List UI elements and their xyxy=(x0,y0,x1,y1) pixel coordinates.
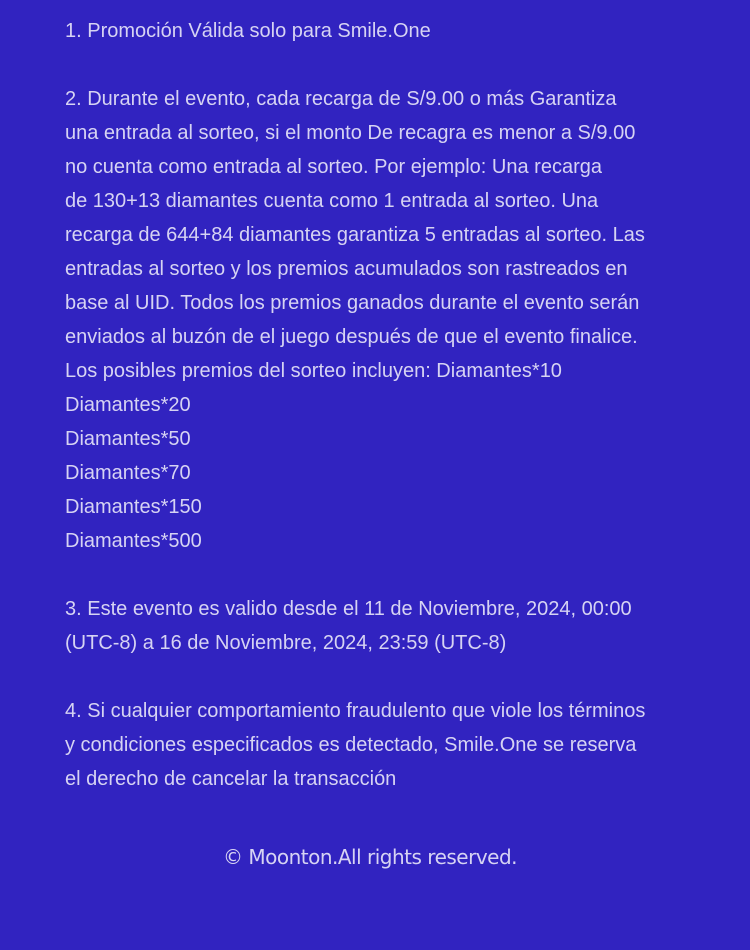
term-2-line: 2. Durante el evento, cada recarga de S/9.00 o más Garantiza xyxy=(65,88,617,110)
term-item-3 xyxy=(65,592,705,660)
term-4-line: 4. Si cualquier comportamiento fraudulento que viole los términos xyxy=(65,700,646,722)
prize-list xyxy=(65,388,705,558)
term-3-line: 3. Este evento es valido desde el 11 de Noviembre, 2024, 00:00 xyxy=(65,598,632,620)
term-2-line: base al UID. Todos los premios ganados durante el evento serán xyxy=(65,292,640,314)
prize-item: Diamantes*50 xyxy=(65,428,191,450)
terms-and-conditions xyxy=(65,14,705,796)
spacer xyxy=(65,558,705,592)
term-2-line: una entrada al sorteo, si el monto De recagra es menor a S/9.00 xyxy=(65,122,636,144)
term-2-line: no cuenta como entrada al sorteo. Por ejemplo: Una recarga xyxy=(65,156,602,178)
term-3-line: (UTC-8) a 16 de Noviembre, 2024, 23:59 (UTC-8) xyxy=(65,632,507,654)
term-4-line: el derecho de cancelar la transacción xyxy=(65,768,397,790)
prize-item: Diamantes*70 xyxy=(65,462,191,484)
term-item-2 xyxy=(65,82,705,558)
term-item-4 xyxy=(65,694,705,796)
term-2-line: enviados al buzón de el juego después de que el evento finalice. xyxy=(65,326,638,348)
spacer xyxy=(65,48,705,82)
term-2-line: de 130+13 diamantes cuenta como 1 entrada al sorteo. Una xyxy=(65,190,599,212)
term-item-1 xyxy=(65,14,705,48)
prize-item: Diamantes*150 xyxy=(65,496,202,518)
term-2-line: Los posibles premios del sorteo incluyen: Diamantes*10 xyxy=(65,360,562,382)
term-2-line: entradas al sorteo y los premios acumulados son rastreados en xyxy=(65,258,628,280)
term-4-line: y condiciones especificados es detectado, Smile.One se reserva xyxy=(65,734,637,756)
copyright-footer: © Moonton.All rights reserved. xyxy=(222,845,518,869)
term-2-line: recarga de 644+84 diamantes garantiza 5 entradas al sorteo. Las xyxy=(65,224,645,246)
term-1-line: 1. Promoción Válida solo para Smile.One xyxy=(65,20,431,42)
spacer xyxy=(65,660,705,694)
prize-item: Diamantes*20 xyxy=(65,394,191,416)
prize-item: Diamantes*500 xyxy=(65,530,202,552)
